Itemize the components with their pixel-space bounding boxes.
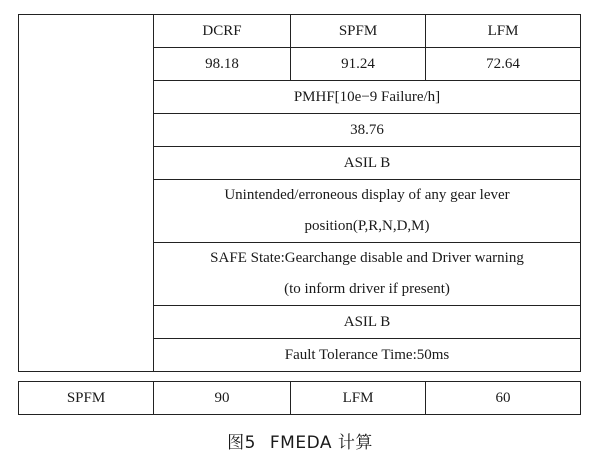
value-dcrf: 98.18 (154, 48, 291, 81)
fmeda-table (18, 14, 581, 372)
figure-title: FMEDA 计算 (269, 433, 373, 453)
left-blank-cell (19, 15, 154, 372)
header-lfm: LFM (426, 15, 581, 48)
asil-level-1: ASIL B (154, 147, 581, 180)
safe-state-line-1: SAFE State:Gearchange disable and Driver warning (210, 250, 524, 266)
header-spfm: SPFM (291, 15, 426, 48)
safe-state-line-2: (to inform driver if present) (284, 281, 450, 297)
safe-state-description (154, 243, 581, 306)
header-dcrf: DCRF (154, 15, 291, 48)
footer-lfm-label: LFM (291, 382, 426, 415)
value-spfm: 91.24 (291, 48, 426, 81)
table-row-header (19, 15, 581, 48)
asil-level-2: ASIL B (154, 306, 581, 339)
footer-lfm-target: 60 (426, 382, 581, 415)
footer-spfm-target: 90 (154, 382, 291, 415)
hazard-description (154, 180, 581, 243)
table-row-targets (19, 382, 581, 415)
fmeda-target-table (18, 381, 581, 415)
hazard-line-1: Unintended/erroneous display of any gear lever (224, 187, 510, 203)
fault-tolerance-time: Fault Tolerance Time:50ms (154, 339, 581, 372)
figure-caption (0, 428, 600, 453)
footer-spfm-label: SPFM (19, 382, 154, 415)
pmhf-value: 38.76 (154, 114, 581, 147)
pmhf-label: PMHF[10e−9 Failure/h] (154, 81, 581, 114)
value-lfm: 72.64 (426, 48, 581, 81)
figure-number: 图5 (227, 433, 256, 453)
hazard-line-2: position(P,R,N,D,M) (304, 218, 430, 234)
